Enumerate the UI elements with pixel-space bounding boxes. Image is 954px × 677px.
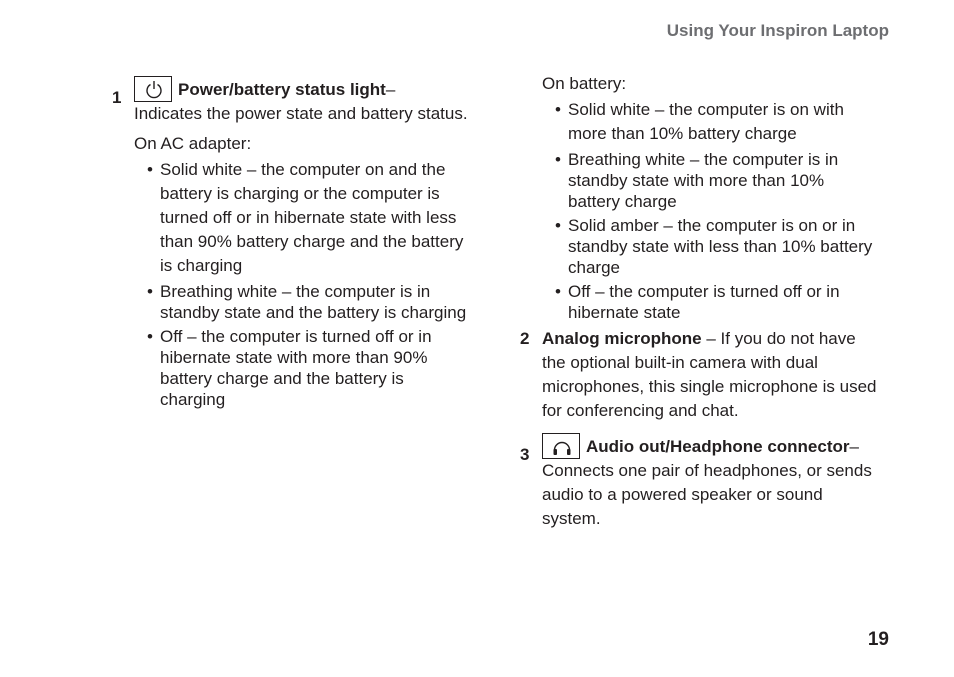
list-item: • Off – the computer is turned off or in hibernate state with more than 90% battery charge and the battery is charging — [160, 326, 472, 410]
item-description: Indicates the power state and battery status. — [134, 104, 468, 123]
item-heading — [542, 433, 880, 459]
item-term: Analog microphone — [542, 329, 702, 348]
power-icon — [134, 76, 172, 102]
item-number: 3 — [520, 445, 530, 464]
item-description-text: – If you do not have the optional built-in camera with dual microphones, this single microphone is used for conferencing and chat. — [542, 329, 877, 420]
item-term: Power/battery status light — [178, 80, 386, 99]
list-item: • Solid white – the computer is on with more than 10% battery charge — [568, 98, 880, 146]
ac-bullet-list — [134, 158, 472, 410]
item-audio-out-connector — [520, 433, 880, 531]
item-dash: – — [385, 80, 396, 99]
list-item: • Solid white – the computer on and the battery is charging or the computer is turned off or in hibernate state with less than 90% battery charge and the battery is charging — [160, 158, 472, 278]
list-item: • Breathing white – the computer is in standby state and the battery is charging — [160, 281, 472, 323]
item-number: 1 — [112, 88, 122, 107]
list-item: • Off – the computer is turned off or in hibernate state — [568, 281, 880, 323]
item-number: 2 — [520, 329, 530, 348]
item-term: Audio out/Headphone connector — [586, 437, 850, 456]
item-power-status-light — [112, 76, 472, 410]
group-label-battery: On battery: — [542, 74, 627, 93]
running-header: Using Your Inspiron Laptop — [666, 21, 889, 40]
item-description — [542, 327, 880, 423]
list-item: • Breathing white – the computer is in standby state with more than 10% battery charge — [568, 149, 880, 212]
item-analog-microphone — [520, 327, 880, 423]
group-label-ac: On AC adapter: — [134, 134, 252, 153]
page-number: 19 — [867, 629, 889, 650]
item-heading — [134, 76, 472, 102]
item-description: Connects one pair of headphones, or sends audio to a powered speaker or sound system. — [542, 461, 872, 528]
item-dash: – — [849, 437, 859, 456]
headphone-icon — [542, 433, 580, 459]
battery-bullet-list — [542, 98, 880, 323]
right-column — [520, 72, 880, 537]
item-power-status-light-continued — [520, 72, 880, 323]
list-item: • Solid amber – the computer is on or in standby state with less than 10% battery charge — [568, 215, 880, 278]
left-column — [112, 76, 472, 413]
